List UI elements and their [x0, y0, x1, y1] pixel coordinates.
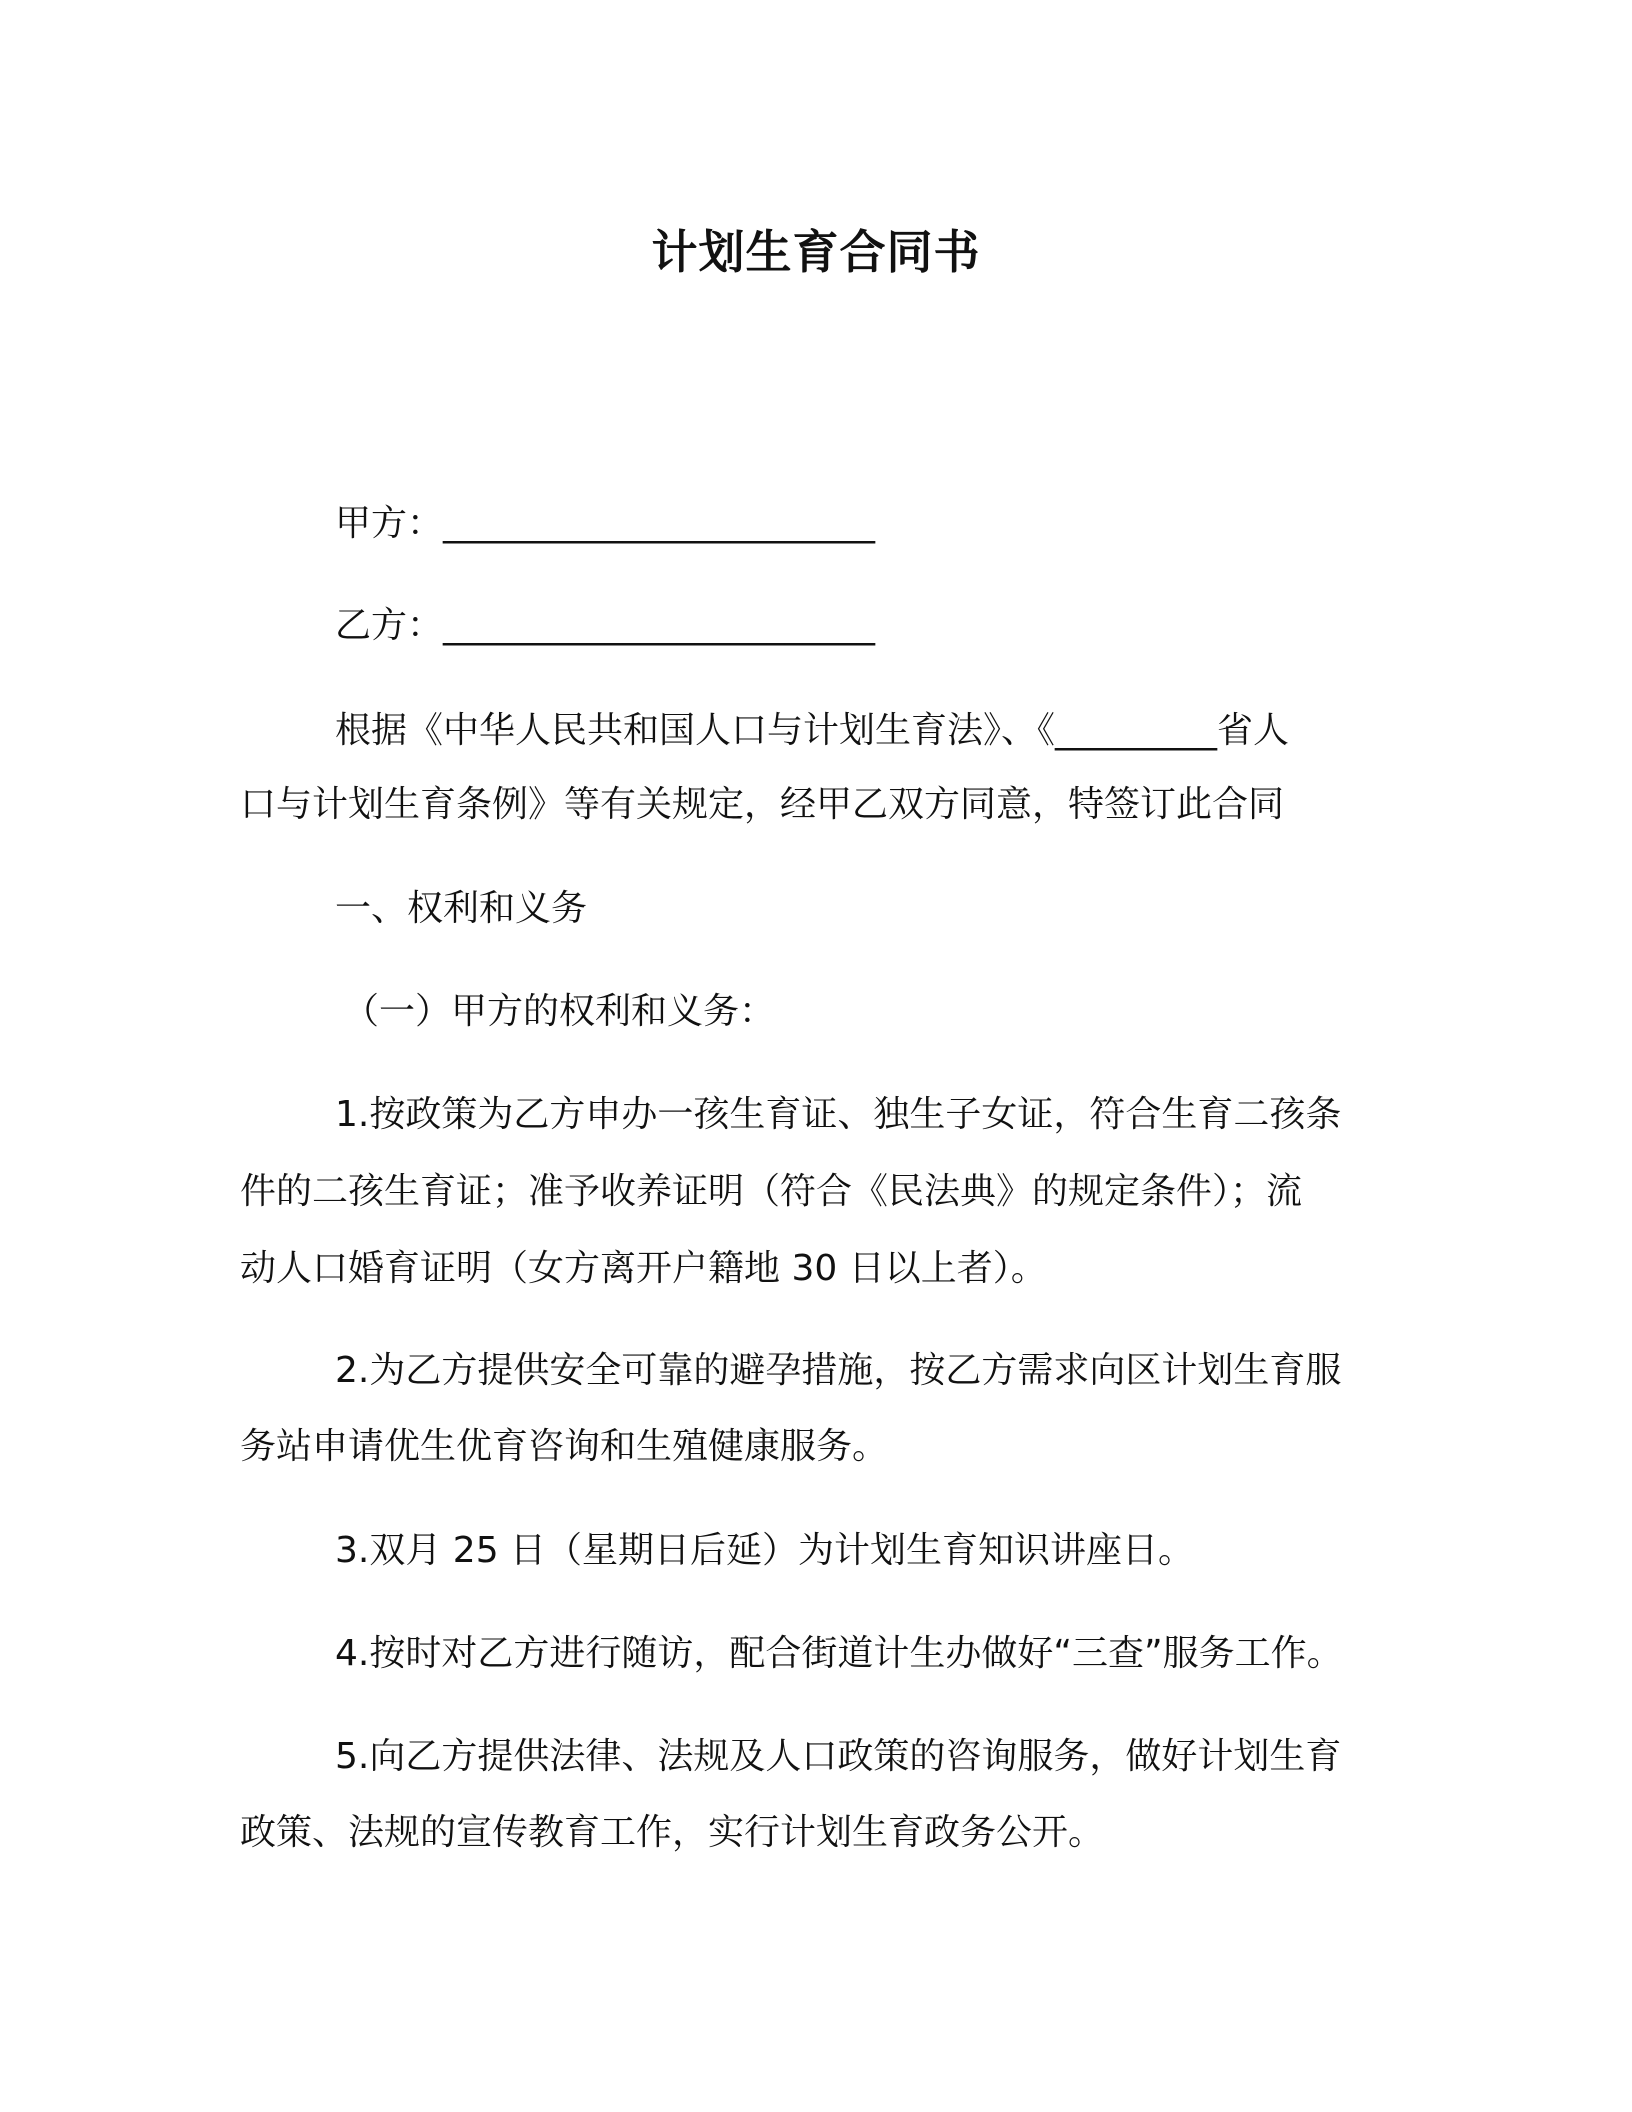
- item-5-line-2: 政策、法规的宣传教育工作，实行计划生育政务公开。: [240, 1812, 1105, 1853]
- subsection-1-heading: （一）甲方的权利和义务：: [343, 991, 776, 1032]
- item-2-line-1: 2.为乙方提供安全可靠的避孕措施，按乙方需求向区计划生育服: [335, 1350, 1342, 1391]
- preamble-line-2: 口与计划生育条例》等有关规定，经甲乙双方同意，特签订此合同: [240, 784, 1285, 825]
- item-1-line-2: 件的二孩生育证；准予收养证明（符合《民法典》的规定条件）；流: [240, 1171, 1303, 1212]
- item-4-line: 4.按时对乙方进行随访，配合街道计生办做好“三查”服务工作。: [335, 1633, 1343, 1674]
- section-1-heading: 一、权利和义务: [335, 888, 588, 929]
- party-a-line: 甲方：________________________: [335, 503, 876, 544]
- item-1-line-3: 动人口婚育证明（女方离开户籍地 30 日以上者）。: [240, 1248, 1047, 1289]
- item-3-line: 3.双月 25 日（星期日后延）为计划生育知识讲座日。: [335, 1530, 1195, 1571]
- document-title: 计划生育合同书: [651, 225, 981, 279]
- item-1-line-1: 1.按政策为乙方申办一孩生育证、独生子女证，符合生育二孩条: [335, 1094, 1342, 1135]
- item-2-line-2: 务站申请优生优育咨询和生殖健康服务。: [240, 1426, 889, 1467]
- item-5-line-1: 5.向乙方提供法律、法规及人口政策的咨询服务，做好计划生育: [335, 1736, 1342, 1777]
- party-b-line: 乙方：________________________: [335, 605, 876, 646]
- preamble-line-1: 根据《中华人民共和国人口与计划生育法》、《_________省人: [335, 710, 1290, 751]
